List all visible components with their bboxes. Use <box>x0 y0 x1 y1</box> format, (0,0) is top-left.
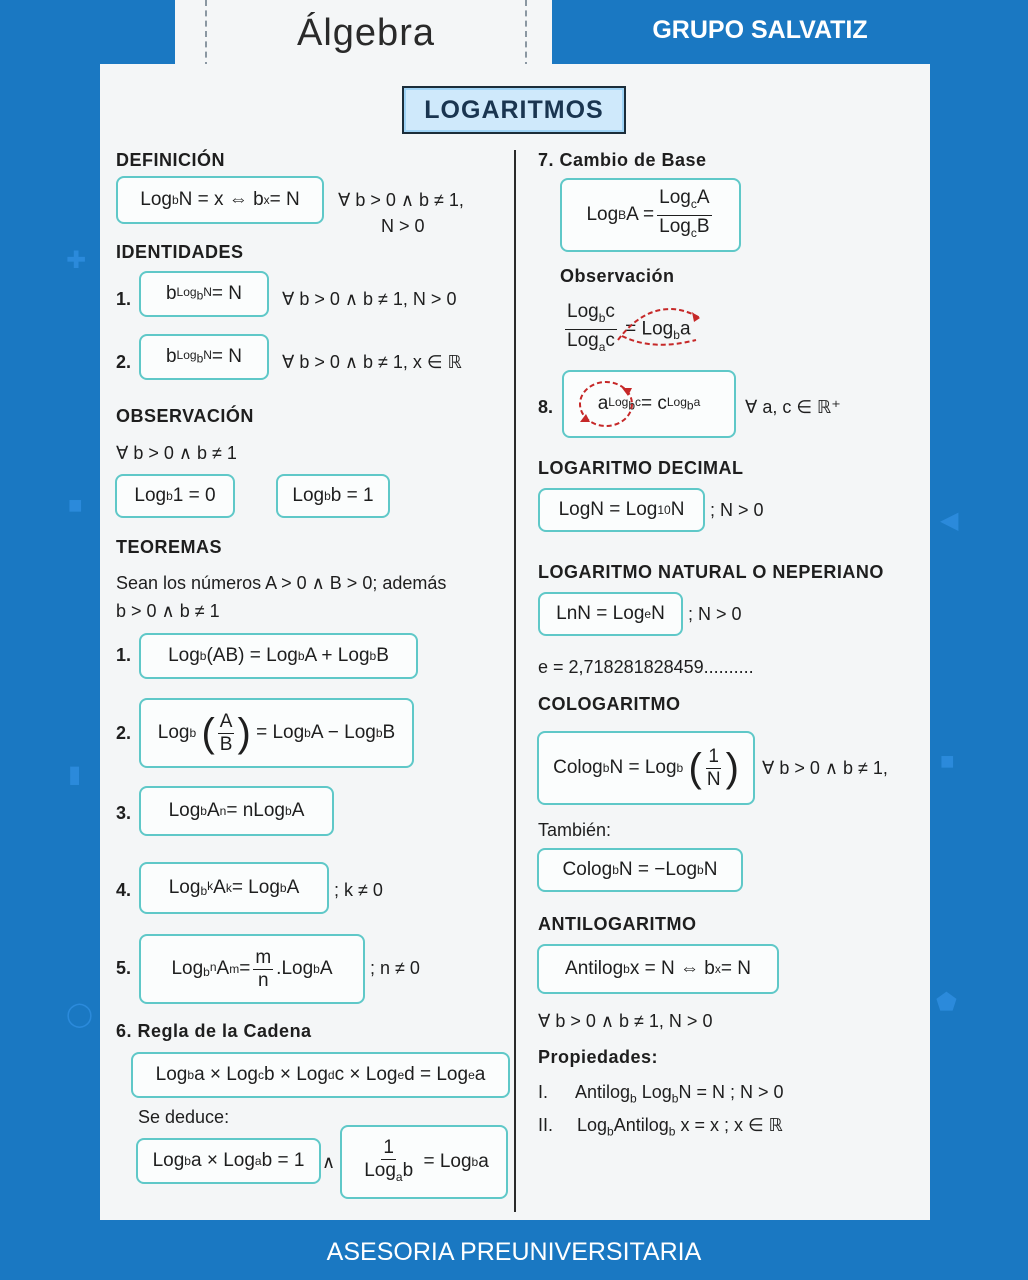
theorem-number: 1. <box>116 645 132 665</box>
observacion-condition: ∀ b > 0 ∧ b ≠ 1 <box>116 443 237 463</box>
log-of-one-formula: Log b 1 = 0 <box>115 474 235 518</box>
change-of-base-formula: Log B A = $\frac{Log_cA}{Log_cB}$ <box>560 178 741 252</box>
theorem-number: 3. <box>116 803 132 823</box>
footer-label: ASESORIA PREUNIVERSITARIA <box>326 1238 702 1266</box>
cologarithm-formula: Colog b N = Log b ( $\frac{1}{N}$ ) <box>537 731 755 805</box>
cologarithm-condition: ∀ b > 0 ∧ b ≠ 1, <box>762 758 888 778</box>
teoremas-intro-condition: b > 0 ∧ b ≠ 1 <box>116 601 220 621</box>
theorem-5-mixed-power: Log $b^n$ A m = $\frac{m}{n}$ .Log b A <box>139 934 365 1004</box>
property-number: II. <box>538 1115 554 1135</box>
theorem-4-condition: ; k ≠ 0 <box>334 880 383 900</box>
subject-title: Álgebra <box>205 0 527 68</box>
column-divider <box>514 150 516 1212</box>
observacion-heading: OBSERVACIÓN <box>116 406 254 426</box>
property-2-formula: Log$_b$Antilog$_b$ x = x ; x ∈ ℝ <box>577 1115 783 1139</box>
swap-identity-formula: $\frac{Log_bc}{Log_ac}$ = Log$_b$a <box>567 301 691 354</box>
log-natural-heading: LOGARITMO NATURAL O NEPERIANO <box>538 562 884 582</box>
circle-deco-icon: ◯ <box>66 1001 93 1028</box>
log-of-base-formula: Log b b = 1 <box>276 474 390 518</box>
triangle-deco-icon: ◀ <box>940 507 959 534</box>
log-decimal-heading: LOGARITMO DECIMAL <box>538 458 744 478</box>
cologarithm-negative-formula: Colog b N = −Log b N <box>537 848 743 892</box>
definition-condition: ∀ b > 0 ∧ b ≠ 1, <box>338 190 464 210</box>
definicion-heading: DEFINICIÓN <box>116 150 226 170</box>
cylinder-deco-icon: ▮ <box>68 761 82 788</box>
property-1-formula: Antilog$_b$ Log$_b$N = N ; N > 0 <box>575 1082 784 1106</box>
chain-rule-formula: Log b a × Log c b × Log d c × Log e d = Log e a <box>131 1052 510 1098</box>
theorem-2-quotient: Log b ( $\frac{A}{B}$ ) = Log b A − Log b B <box>139 698 414 768</box>
identity-1-formula: b Log$_b$N = N <box>139 271 269 317</box>
theorem-number: 5. <box>116 958 132 978</box>
item-8-condition: ∀ a, c ∈ ℝ⁺ <box>745 397 841 417</box>
definition-condition-n: N > 0 <box>381 216 425 236</box>
theorem-number: 4. <box>116 880 132 900</box>
item-8-number: 8. <box>538 397 554 417</box>
antilogarithm-condition: ∀ b > 0 ∧ b ≠ 1, N > 0 <box>538 1011 713 1031</box>
theorem-1-product: Log b (AB) = Log b A + Log b B <box>139 633 418 679</box>
theorem-4-base-power: Log $b^k$ A k = Log b A <box>139 862 329 914</box>
pentagon-deco-icon: ⬟ <box>936 989 957 1016</box>
property-number: I. <box>538 1082 549 1102</box>
swap-circle-icon <box>576 374 640 432</box>
teoremas-heading: TEOREMAS <box>116 537 223 557</box>
euler-number: e = 2,718281828459.......... <box>538 657 754 677</box>
page-title: LOGARITMOS <box>402 86 626 134</box>
and-symbol: ∧ <box>322 1152 336 1172</box>
identity-2-condition: ∀ b > 0 ∧ b ≠ 1, x ∈ ℝ <box>282 352 462 372</box>
cadena-heading: 6. Regla de la Cadena <box>116 1021 312 1041</box>
theorem-3-power: Log b A n = nLog b A <box>139 786 334 836</box>
identity-number: 2. <box>116 352 132 372</box>
cologaritmo-heading: COLOGARITMO <box>538 694 681 714</box>
cambio-base-heading: 7. Cambio de Base <box>538 150 707 170</box>
identidades-heading: IDENTIDADES <box>116 242 244 262</box>
propiedades-heading: Propiedades: <box>538 1047 659 1067</box>
theorem-number: 2. <box>116 723 132 743</box>
box-deco-icon: ■ <box>940 748 955 775</box>
reciprocal-fraction-formula: $\frac{1}{Log_ab}$ = Log b a <box>340 1125 508 1199</box>
chain-rule-deduce: Se deduce: <box>138 1107 230 1127</box>
log-natural-condition: ; N > 0 <box>688 604 742 624</box>
definition-formula: Log b N = x ⇔ b x = N <box>116 176 324 224</box>
cube-deco-icon: ■ <box>68 492 83 519</box>
tambien-label: También: <box>538 820 612 840</box>
brand-name: GRUPO SALVATIZ <box>652 16 868 44</box>
log-decimal-formula: LogN = Log 10 N <box>538 488 705 532</box>
log-natural-formula: LnN = Log e N <box>538 592 683 636</box>
identity-2-formula: b Log$_b$N = N <box>139 334 269 380</box>
antilogarithm-formula: Antilog b x = N ⇔ b x = N <box>537 944 779 994</box>
log-decimal-condition: ; N > 0 <box>710 500 764 520</box>
identity-number: 1. <box>116 289 132 309</box>
exponent-swap-formula: a Log$_b$c = c Log$_b$a <box>562 370 736 438</box>
swap-arrow-icon <box>600 300 710 350</box>
theorem-5-condition: ; n ≠ 0 <box>370 958 420 978</box>
identity-1-condition: ∀ b > 0 ∧ b ≠ 1, N > 0 <box>282 289 457 309</box>
observacion-right-heading: Observación <box>560 266 675 286</box>
teoremas-intro: Sean los números A > 0 ∧ B > 0; además <box>116 573 447 593</box>
antilogaritmo-heading: ANTILOGARITMO <box>538 914 697 934</box>
plus-deco-icon: ✚ <box>66 247 87 274</box>
reciprocal-product-formula: Log b a × Log a b = 1 <box>136 1138 321 1184</box>
